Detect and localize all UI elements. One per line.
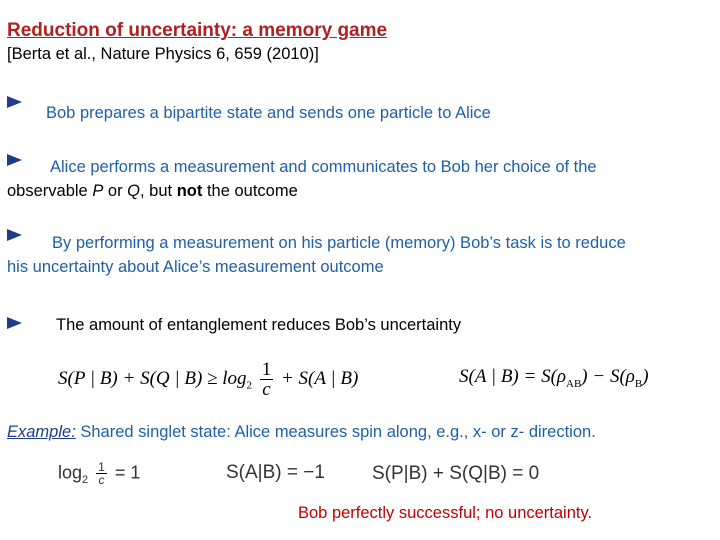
observable-q: Q — [127, 182, 141, 200]
relation-denominator: c — [262, 379, 271, 400]
bullet-2-not: not — [176, 182, 203, 200]
conclusion-text: Bob perfectly successful; no uncertainty. — [298, 504, 593, 522]
bullet-2-or: or — [103, 182, 128, 200]
example-denominator: c — [98, 473, 105, 487]
triangle-bullet-icon — [7, 317, 22, 329]
bullet-4-text: The amount of entanglement reduces Bob’s uncertainty — [56, 316, 462, 334]
bullet-2-mid: , but — [140, 182, 177, 200]
example-label: Example: — [7, 423, 76, 441]
bullet-3-line-2: his uncertainty about Alice’s measurement outcome — [7, 258, 384, 276]
cond-part-3: ) — [642, 366, 649, 387]
uncertainty-relation — [58, 360, 358, 399]
observable-p: P — [92, 182, 104, 200]
triangle-bullet-icon — [7, 154, 22, 166]
bullet-2-line-2 — [7, 182, 298, 201]
citation: [Berta et al., Nature Physics 6, 659 (2010)] — [7, 45, 319, 63]
relation-left: S(P | B) + S(Q | B) ≥ log — [58, 367, 247, 389]
example-numerator: 1 — [98, 460, 105, 474]
example-log: log — [58, 462, 83, 483]
relation-numerator: 1 — [261, 359, 272, 380]
example-log-base: 2 — [82, 473, 89, 486]
slide-title: Reduction of uncertainty: a memory game — [7, 20, 388, 41]
relation-fraction — [260, 360, 274, 399]
bullet-2-line-1: Alice performs a measurement and communicates to Bob her choice of the — [50, 158, 597, 176]
triangle-bullet-icon — [7, 229, 22, 241]
example-sum-entropy: S(P|B) + S(Q|B) = 0 — [372, 463, 540, 484]
cond-part-2: ) − S(ρ — [581, 366, 635, 387]
bullet-2-prefix: observable — [7, 182, 93, 200]
example-log-equation — [58, 461, 140, 486]
example-log-rhs: = 1 — [114, 462, 141, 483]
cond-sub-ab: AB — [566, 377, 582, 390]
example-text: Shared singlet state: Alice measures spin along, e.g., x- or z- direction. — [75, 423, 596, 441]
conditional-entropy-equation — [459, 366, 649, 390]
relation-right: + S(A | B) — [280, 367, 359, 389]
bullet-3-line-1: By performing a measurement on his particle (memory) Bob’s task is to reduce — [52, 234, 626, 252]
cond-sub-b: B — [634, 377, 643, 390]
example-fraction — [96, 461, 107, 486]
bullet-2-suffix: the outcome — [202, 182, 298, 200]
example-line — [7, 423, 596, 442]
cond-part-1: S(A | B) = S(ρ — [459, 366, 567, 387]
example-cond-entropy: S(A|B) = −1 — [226, 462, 325, 483]
relation-log-base: 2 — [246, 379, 252, 392]
triangle-bullet-icon — [7, 96, 22, 108]
bullet-1-text: Bob prepares a bipartite state and sends one particle to Alice — [46, 104, 491, 122]
